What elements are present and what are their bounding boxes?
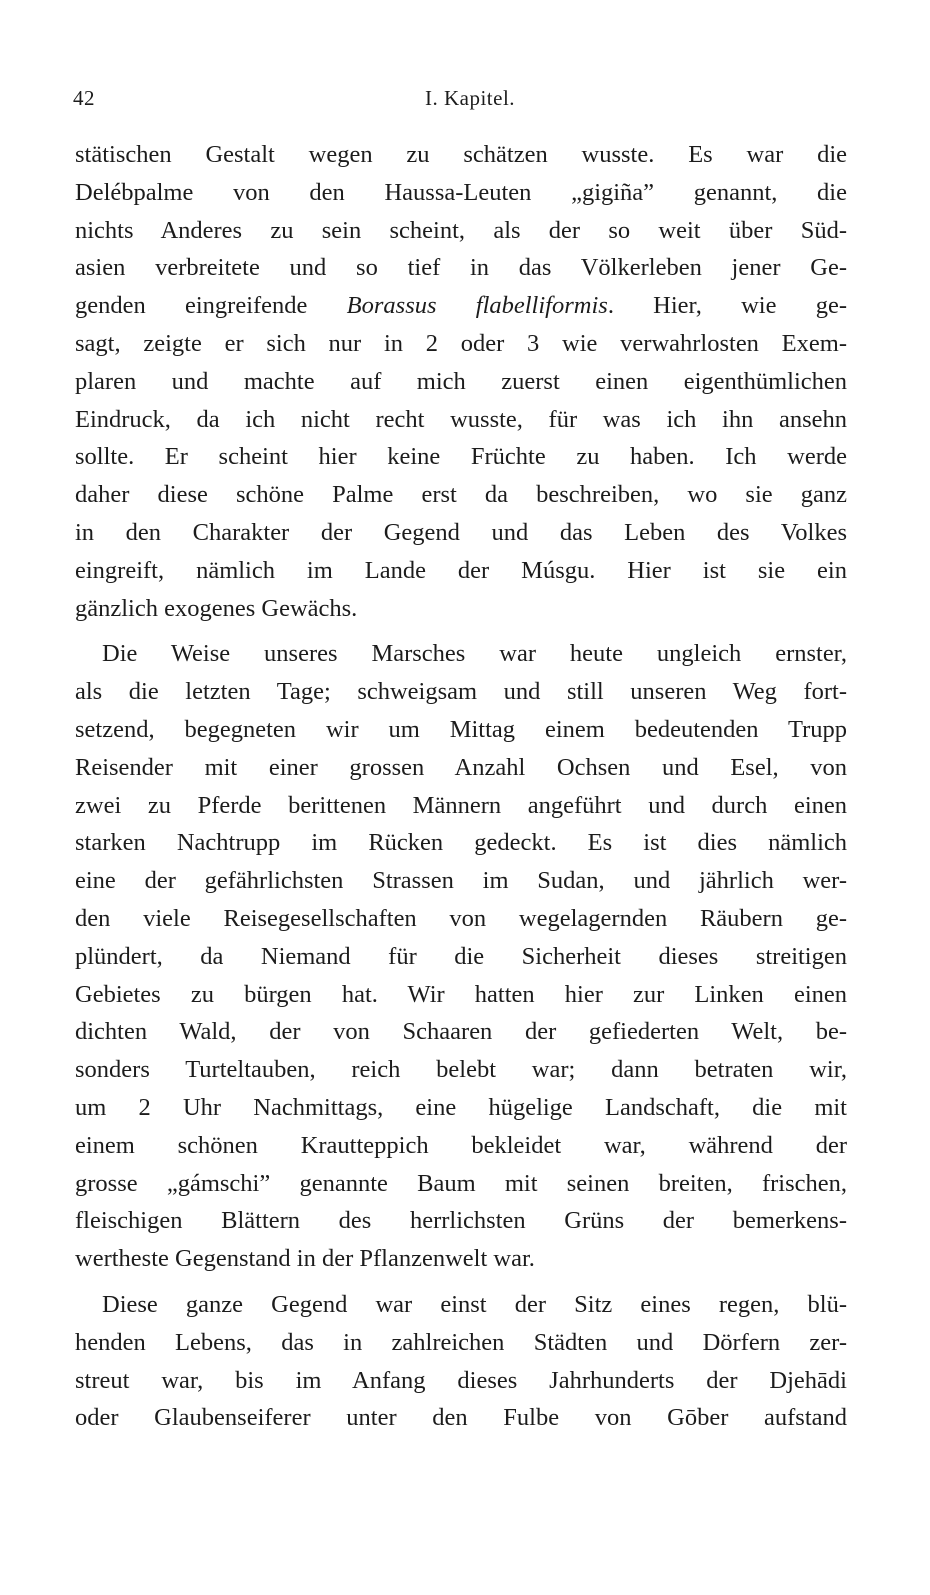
text-line: daher diese schöne Palme erst da beschreiben, wo sie ganz (75, 481, 847, 509)
text-line: sagt, zeigte er sich nur in 2 oder 3 wie verwahrlosten Exem- (75, 329, 847, 357)
text-line: sollte. Er scheint hier keine Früchte zu haben. Ich werde (75, 443, 847, 471)
text-line: als die letzten Tage; schweigsam und still unseren Weg fort- (75, 678, 847, 706)
text-line: henden Lebens, das in zahlreichen Städten und Dörfern zer- (75, 1328, 847, 1356)
text-line: Delébpalme von den Haussa-Leuten „gigiña” genannt, die (75, 178, 847, 206)
text-line: gänzlich exogenes Gewächs. (75, 594, 358, 622)
text-line: grosse „gámschi” genannte Baum mit seinen breiten, frischen, (75, 1169, 847, 1197)
text-line: sonders Turteltauben, reich belebt war; dann betraten wir, (75, 1056, 847, 1084)
text-line: genden eingreifende Borassus flabelliformis. Hier, wie ge- (75, 292, 847, 320)
text-line: eingreift, nämlich im Lande der Músgu. Hier ist sie ein (75, 556, 847, 584)
running-head: I. Kapitel. (424, 86, 516, 110)
text-line: Die Weise unseres Marsches war heute ungleich ernster, (102, 640, 847, 668)
text-line: asien verbreitete und so tief in das Völkerleben jener Ge- (75, 254, 847, 282)
paragraph-1 (75, 136, 847, 627)
paragraph-2 (75, 635, 847, 1278)
text-line: Eindruck, da ich nicht recht wusste, für was ich ihn ansehn (75, 405, 847, 433)
text-line: nichts Anderes zu sein scheint, als der so weit über Süd- (75, 216, 847, 244)
text-line: Gebietes zu bürgen hat. Wir hatten hier zur Linken einen (75, 980, 847, 1008)
text-line: fleischigen Blättern des herrlichsten Grüns der bemerkens- (75, 1207, 847, 1235)
text-line: um 2 Uhr Nachmittags, eine hügelige Landschaft, die mit (75, 1093, 847, 1121)
text-line: Diese ganze Gegend war einst der Sitz eines regen, blü- (102, 1290, 847, 1318)
text-line: starken Nachtrupp im Rücken gedeckt. Es ist dies nämlich (75, 829, 847, 857)
text-line: plaren und machte auf mich zuerst einen eigenthümlichen (75, 367, 847, 395)
text-line: dichten Wald, der von Schaaren der gefiederten Welt, be- (75, 1018, 847, 1046)
text-line: oder Glaubenseiferer unter den Fulbe von Gōber aufstand (75, 1404, 847, 1432)
text-line: stätischen Gestalt wegen zu schätzen wusste. Es war die (75, 141, 847, 168)
page-number: 42 (73, 86, 95, 110)
text-line: den viele Reisegesellschaften von wegelagernden Räubern ge- (75, 904, 847, 932)
text-line: streut war, bis im Anfang dieses Jahrhunderts der Djehādi (75, 1366, 847, 1394)
text-line: zwei zu Pferde berittenen Männern angeführt und durch einen (75, 791, 847, 819)
text-line: wertheste Gegenstand in der Pflanzenwelt war. (75, 1245, 535, 1273)
text-line: in den Charakter der Gegend und das Leben des Volkes (75, 518, 847, 546)
body-text (75, 136, 847, 1437)
paragraph-3 (75, 1286, 847, 1437)
text-line: Reisender mit einer grossen Anzahl Ochsen und Esel, von (75, 753, 847, 781)
italic-species-name: Borassus flabelliformis (346, 292, 608, 320)
text-line: einem schönen Krautteppich bekleidet war, während der (75, 1131, 847, 1159)
text-line: setzend, begegneten wir um Mittag einem bedeutenden Trupp (75, 715, 847, 743)
text-line: eine der gefährlichsten Strassen im Sudan, und jährlich wer- (75, 867, 847, 895)
text-line: plündert, da Niemand für die Sicherheit dieses streitigen (75, 942, 847, 970)
page-header (73, 86, 847, 116)
